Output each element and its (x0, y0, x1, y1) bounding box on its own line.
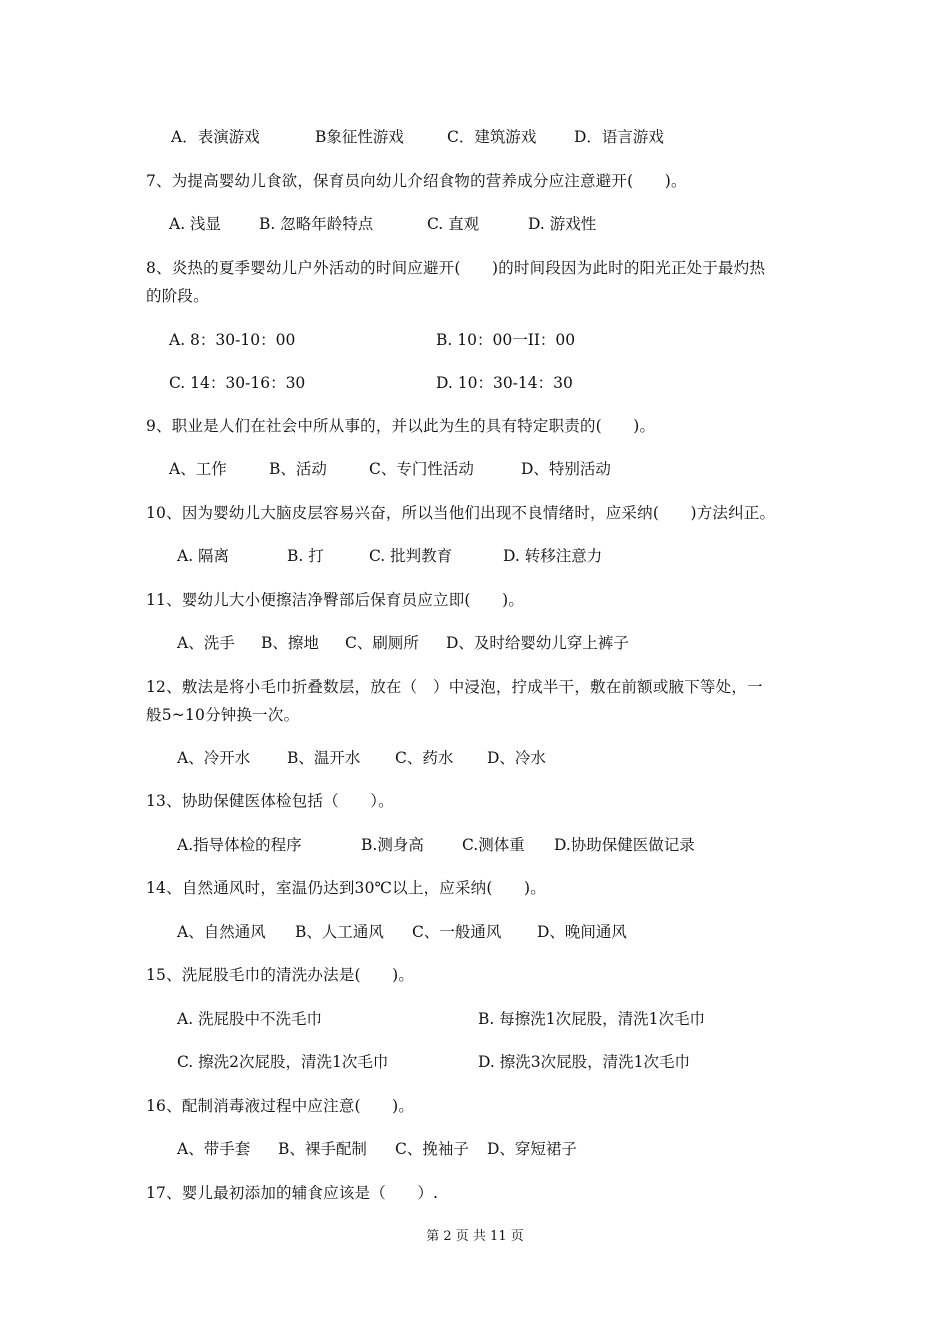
question-13-stem: 13、协助保健医体检包括（ ）。 (146, 792, 394, 810)
option-c: C. 擦洗2次屁股，清洗1次毛巾 (177, 1053, 389, 1071)
option-d: D、冷水 (487, 749, 546, 767)
option-c: C. 批判教育 (369, 547, 453, 565)
option-b: B. 每擦洗1次屁股，清洗1次毛巾 (478, 1010, 705, 1028)
option-a: A.指导体检的程序 (177, 836, 302, 854)
option-d: D. 10：30-14：30 (436, 374, 573, 392)
option-b: B、裸手配制 (278, 1140, 367, 1158)
option-b: B、人工通风 (295, 923, 384, 941)
option-d: D．语言游戏 (574, 128, 664, 146)
option-b: B象征性游戏 (315, 128, 404, 146)
option-b: B.测身高 (361, 836, 424, 854)
option-a: A. 8：30-10：00 (169, 331, 296, 349)
option-b: B. 忽略年龄特点 (259, 215, 374, 233)
option-d: D、特别活动 (521, 460, 611, 478)
option-c: C. 14：30-16：30 (169, 374, 306, 392)
option-c: C、专门性活动 (369, 460, 474, 478)
option-c: C．建筑游戏 (447, 128, 537, 146)
option-a: A、带手套 (177, 1140, 251, 1158)
option-b: B、擦地 (261, 634, 319, 652)
option-b: B. 10：00一II：00 (436, 331, 576, 349)
question-7-stem: 7、为提高婴幼儿食欲，保育员向幼儿介绍食物的营养成分应注意避开( )。 (146, 172, 687, 190)
option-a: A．表演游戏 (171, 128, 260, 146)
option-b: B、温开水 (287, 749, 361, 767)
option-d: D.协助保健医做记录 (554, 836, 695, 854)
option-d: D、穿短裙子 (487, 1140, 577, 1158)
page-footer: 第 2 页 共 11 页 (426, 1229, 524, 1244)
option-a: A. 洗屁股中不洗毛巾 (177, 1010, 323, 1028)
option-a: A. 隔离 (177, 547, 230, 565)
option-a: A、自然通风 (177, 923, 266, 941)
question-8-stem-line-2: 的阶段。 (146, 287, 209, 305)
question-12-stem-line-1: 12、敷法是将小毛巾折叠数层，放在（ ）中浸泡，拧成半干，敷在前额或腋下等处，一 (146, 678, 763, 696)
question-9-stem: 9、职业是人们在社会中所从事的，并以此为生的具有特定职责的( )。 (146, 417, 656, 435)
option-d: D、晚间通风 (537, 923, 627, 941)
option-c: C、刷厕所 (345, 634, 419, 652)
option-c: C、一般通风 (412, 923, 502, 941)
option-c: C、药水 (395, 749, 454, 767)
option-a: A、工作 (169, 460, 227, 478)
option-a: A、冷开水 (177, 749, 251, 767)
option-d: D. 擦洗3次屁股，清洗1次毛巾 (478, 1053, 690, 1071)
question-8-stem-line-1: 8、炎热的夏季婴幼儿户外活动的时间应避开( )的时间段因为此时的阳光正处于最灼热 (146, 259, 766, 277)
option-c: C. 直观 (427, 215, 480, 233)
option-c: C、挽袖子 (395, 1140, 469, 1158)
question-15-stem: 15、洗屁股毛巾的清洗办法是( )。 (146, 966, 415, 984)
option-b: B、活动 (269, 460, 327, 478)
option-d: D. 游戏性 (528, 215, 597, 233)
question-12-stem-line-2: 般5~10分钟换一次。 (146, 706, 300, 724)
question-14-stem: 14、自然通风时，室温仍达到30℃以上，应采纳( )。 (146, 879, 546, 897)
question-10-stem: 10、因为婴幼儿大脑皮层容易兴奋，所以当他们出现不良情绪时，应采纳( )方法纠正。 (146, 504, 776, 522)
option-c: C.测体重 (462, 836, 525, 854)
option-a: A. 浅显 (169, 215, 222, 233)
option-d: D、及时给婴幼儿穿上裤子 (446, 634, 629, 652)
option-a: A、洗手 (177, 634, 235, 652)
question-16-stem: 16、配制消毒液过程中应注意( )。 (146, 1097, 415, 1115)
option-d: D. 转移注意力 (503, 547, 603, 565)
question-11-stem: 11、婴幼儿大小便擦洁净臀部后保育员应立即( )。 (146, 591, 525, 609)
option-b: B. 打 (287, 547, 324, 565)
question-17-stem: 17、婴儿最初添加的辅食应该是（ ）. (146, 1184, 439, 1202)
